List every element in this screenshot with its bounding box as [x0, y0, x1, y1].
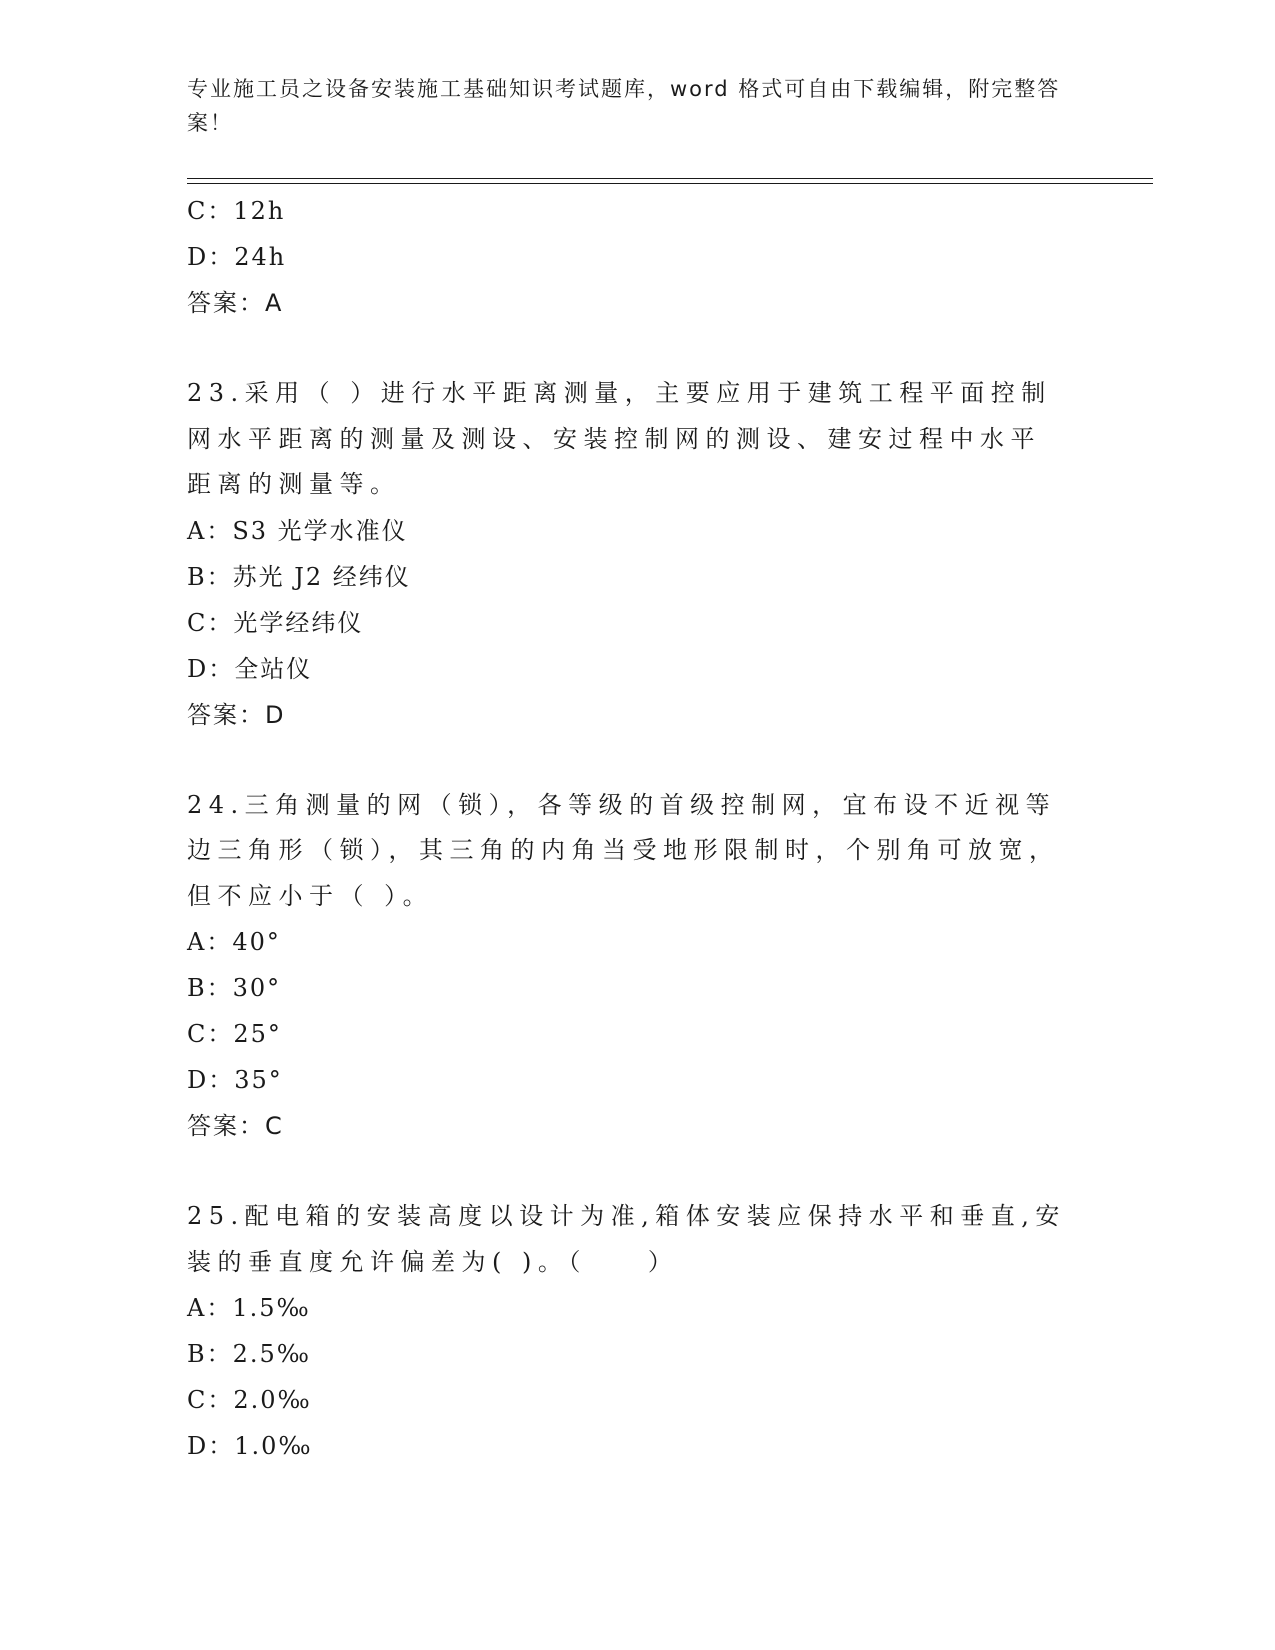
- question-24: [187, 783, 1087, 1150]
- question-text: 25.配电箱的安装高度以设计为准,箱体安装应保持水平和垂直,安装的垂直度允许偏差为( )。（ ）: [187, 1202, 1066, 1276]
- answer-line: 答案：A: [187, 289, 284, 317]
- option-b: B：30°: [187, 974, 282, 1002]
- answer-line: 答案：C: [187, 1112, 284, 1140]
- previous-question-tail: [187, 188, 1087, 326]
- question-25: [187, 1194, 1087, 1469]
- question-list: [187, 188, 1087, 1469]
- option-c: C：25°: [187, 1020, 282, 1048]
- option-a: A：1.5‰: [187, 1294, 311, 1322]
- header-divider-bottom: [187, 183, 1153, 184]
- option-c: C：12h: [187, 197, 286, 225]
- option-d: D：24h: [187, 243, 287, 271]
- question-23: [187, 371, 1087, 738]
- option-a: A：40°: [187, 928, 281, 956]
- option-c: C：光学经纬仪: [187, 608, 364, 637]
- question-text: 23.采用（ ）进行水平距离测量，主要应用于建筑工程平面控制网水平距离的测量及测设、安装控制网的测设、建安过程中水平距离的测量等。: [187, 379, 1052, 498]
- header-divider-top: [187, 178, 1153, 179]
- option-d: D：全站仪: [187, 654, 313, 683]
- option-b: B：2.5‰: [187, 1340, 312, 1368]
- document-header: 专业施工员之设备安装施工基础知识考试题库，word 格式可自由下载编辑，附完整答案！: [187, 77, 1061, 135]
- option-c: C：2.0‰: [187, 1386, 312, 1414]
- option-d: D：1.0‰: [187, 1432, 313, 1460]
- option-d: D：35°: [187, 1066, 283, 1094]
- option-a: A：S3 光学水准仪: [187, 516, 408, 545]
- option-b: B：苏光 J2 经纬仪: [187, 562, 411, 591]
- answer-line: 答案：D: [187, 700, 286, 729]
- question-text: 24.三角测量的网（锁），各等级的首级控制网，宜布设不近视等边三角形（锁），其三角的内角当受地形限制时，个别角可放宽，但不应小于（ ）。: [187, 790, 1060, 910]
